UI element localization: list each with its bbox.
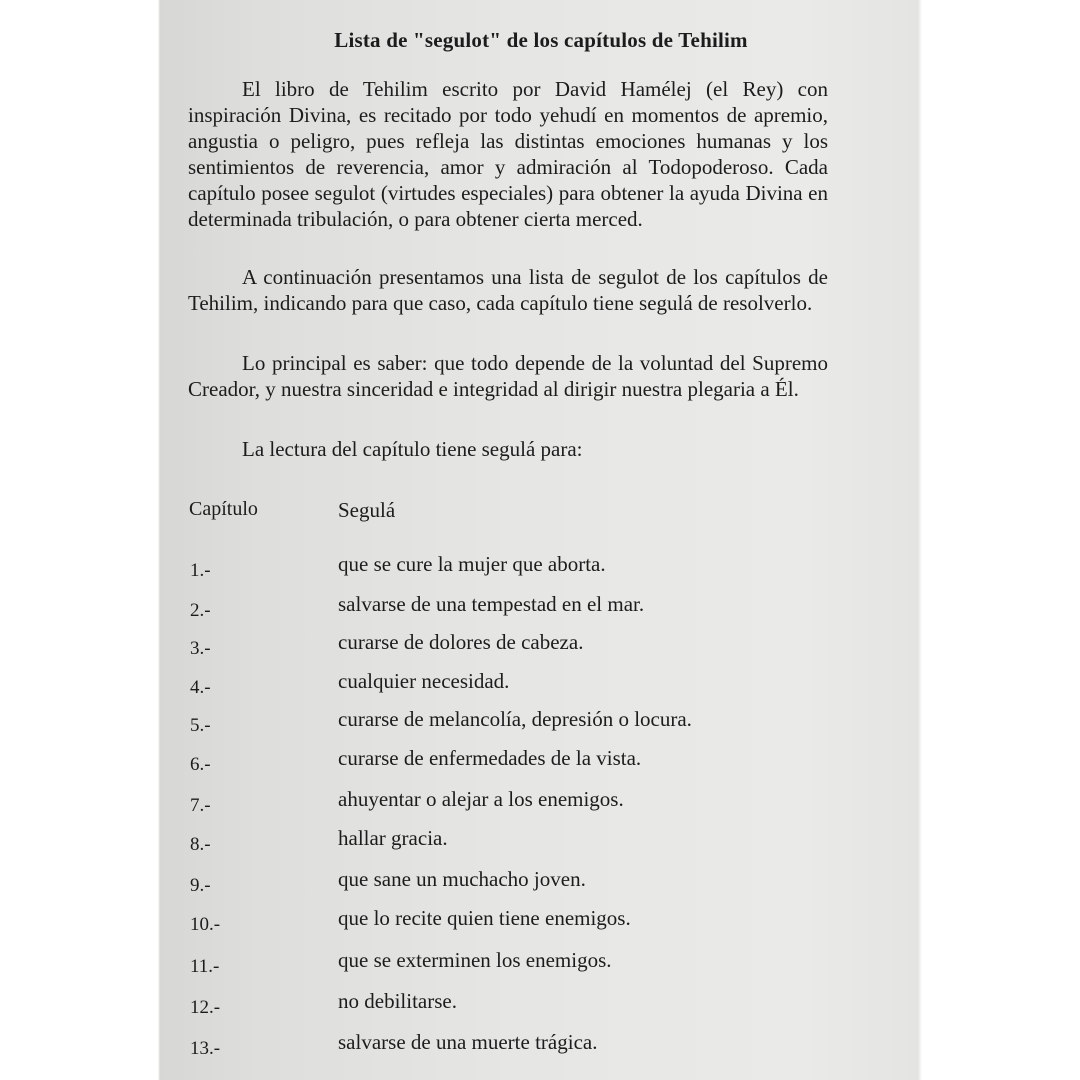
chapter-number: 7.- <box>190 795 211 816</box>
segula-text: que sane un muchacho joven. <box>338 867 586 891</box>
segula-text: no debilitarse. <box>338 989 457 1013</box>
list-item <box>160 592 922 632</box>
segula-text: salvarse de una tempestad en el mar. <box>338 592 645 616</box>
chapter-number: 2.- <box>190 600 211 621</box>
chapter-number: 3.- <box>190 638 211 659</box>
intro-paragraph-text: El libro de Tehilim escrito por David Hamélej (el Rey) con inspiración Divina, es recitado por todo yehudí en momentos de apremio, angustia o peligro, pues refleja las distintas emociones humanas y los sentimientos de reverencia, amor y admiración al Todopoderoso. Cada capítulo posee segulot (virtudes especiales) para obtener la ayuda Divina en determinada tribulación, o para obtener cierta merced. <box>188 77 828 231</box>
reading-paragraph-text: La lectura del capítulo tiene segulá para: <box>242 437 583 461</box>
list-intro-paragraph <box>188 264 828 316</box>
segula-text: que lo recite quien tiene enemigos. <box>338 906 631 930</box>
book-page <box>160 0 922 1080</box>
chapter-number: 1.- <box>190 560 211 581</box>
segula-text: curarse de enfermedades de la vista. <box>338 746 642 770</box>
segula-text: curarse de dolores de cabeza. <box>338 630 584 654</box>
segula-text: salvarse de una muerte trágica. <box>338 1030 598 1054</box>
list-item <box>160 630 922 670</box>
segula-text: ahuyentar o alejar a los enemigos. <box>338 787 624 811</box>
chapter-number: 5.- <box>190 715 211 736</box>
segula-text: hallar gracia. <box>338 826 448 850</box>
list-item <box>160 989 922 1029</box>
column-header-chapter: Capítulo <box>189 498 258 520</box>
list-item <box>160 746 922 786</box>
chapter-number: 10.- <box>190 914 221 935</box>
list-item <box>160 669 922 709</box>
list-item <box>160 707 922 747</box>
segula-text: que se exterminen los enemigos. <box>338 948 612 972</box>
list-item <box>160 552 922 592</box>
reading-paragraph <box>188 436 828 462</box>
list-item <box>160 826 922 866</box>
chapter-number: 12.- <box>190 997 221 1018</box>
segula-text: cualquier necesidad. <box>338 669 510 693</box>
chapter-number: 11.- <box>190 956 220 977</box>
principle-paragraph-text: Lo principal es saber: que todo depende de la voluntad del Supremo Creador, y nuestra sinceridad e integridad al dirigir nuestra plegaria a Él. <box>188 351 828 401</box>
intro-paragraph <box>188 76 828 232</box>
segula-text: curarse de melancolía, depresión o locura. <box>338 707 692 731</box>
list-intro-paragraph-text: A continuación presentamos una lista de segulot de los capítulos de Tehilim, indicando para que caso, cada capítulo tiene segulá de resolverlo. <box>188 265 828 315</box>
chapter-number: 6.- <box>190 754 211 775</box>
column-header-segula: Segulá <box>338 498 396 522</box>
chapter-number: 13.- <box>190 1038 221 1059</box>
chapter-number: 8.- <box>190 834 211 855</box>
list-item <box>160 948 922 988</box>
page-title: Lista de "segulot" de los capítulos de Tehilim <box>334 28 748 52</box>
chapter-number: 4.- <box>190 677 211 698</box>
list-item <box>160 906 922 946</box>
list-item <box>160 867 922 907</box>
segula-text: que se cure la mujer que aborta. <box>338 552 606 576</box>
principle-paragraph <box>188 350 828 402</box>
list-item <box>160 787 922 827</box>
list-item <box>160 1030 922 1070</box>
chapter-number: 9.- <box>190 875 211 896</box>
